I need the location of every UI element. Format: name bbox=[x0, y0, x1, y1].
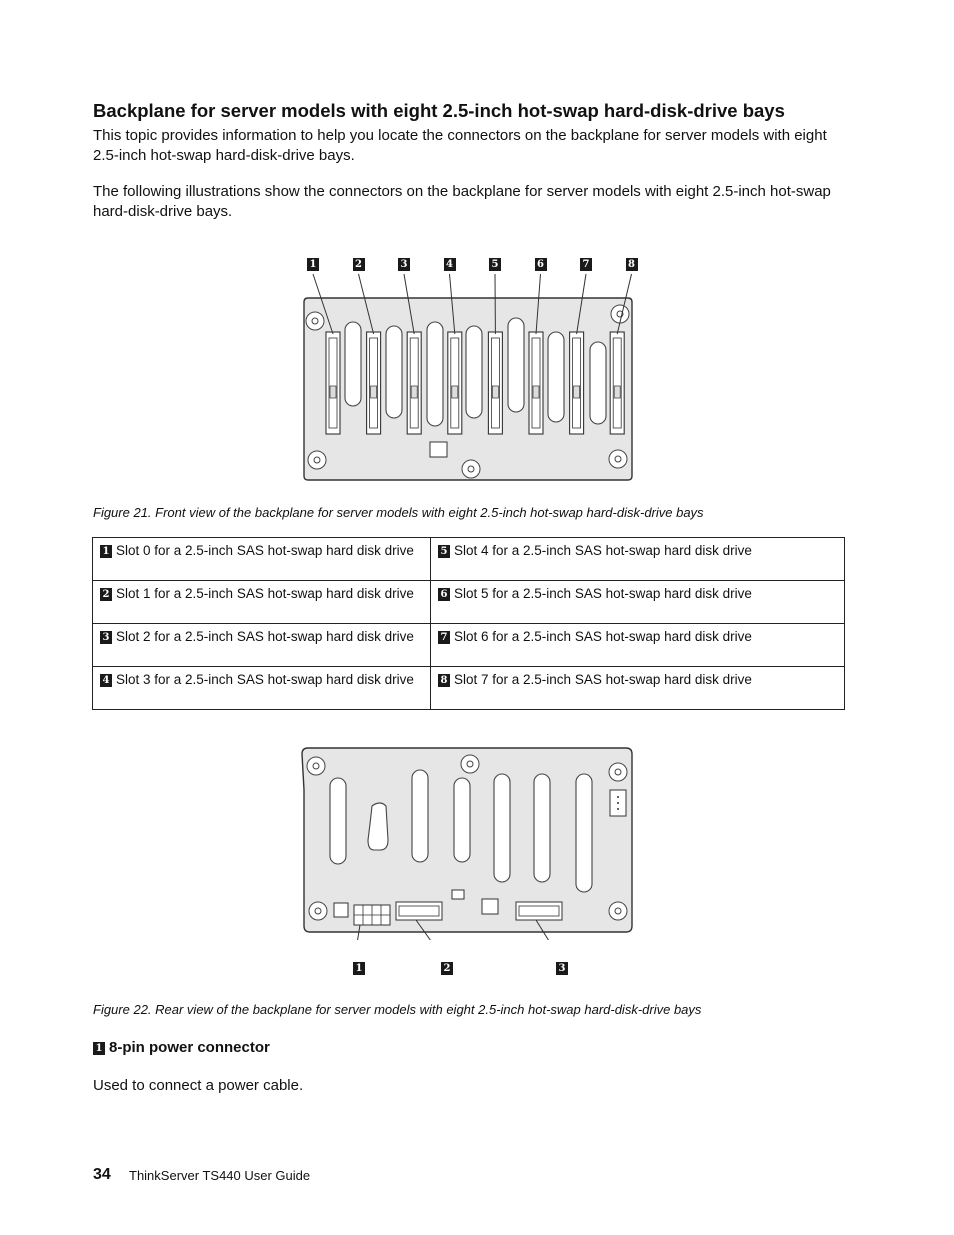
callout-badge: 5 bbox=[438, 545, 450, 558]
intro-paragraph: This topic provides information to help you locate the connectors on the backplane for server models with eight 2.5-inch hot-swap hard-disk-drive bays. bbox=[93, 127, 827, 164]
power-connector bbox=[354, 905, 390, 925]
intro-paragraph-2: The following illustrations show the connectors on the backplane for server models with eight 2.5-inch hot-swap hard-disk-drive bays. bbox=[93, 183, 831, 220]
cell-text: Slot 6 for a 2.5-inch SAS hot-swap hard disk drive bbox=[454, 629, 752, 644]
cell-text: Slot 7 for a 2.5-inch SAS hot-swap hard disk drive bbox=[454, 672, 752, 687]
front-callout-7: 7 bbox=[580, 258, 592, 271]
callout-badge: 1 bbox=[93, 1042, 105, 1055]
rear-callout-1: 1 bbox=[353, 962, 365, 975]
sas-connector-1 bbox=[396, 902, 442, 920]
table-row bbox=[93, 581, 845, 624]
table-row bbox=[93, 624, 845, 667]
drive-slot-connector bbox=[610, 332, 624, 434]
drive-slot-connector bbox=[570, 332, 584, 434]
drive-slot-connector bbox=[488, 332, 502, 434]
front-callout-6: 6 bbox=[535, 258, 547, 271]
table-cell bbox=[93, 538, 431, 581]
front-backplane-figure bbox=[290, 250, 650, 490]
table-cell bbox=[93, 581, 431, 624]
callout-badge: 2 bbox=[100, 588, 112, 601]
front-callout-5: 5 bbox=[489, 258, 501, 271]
section-title: 8-pin power connector bbox=[109, 1039, 270, 1056]
rear-callout-3: 3 bbox=[556, 962, 568, 975]
figure-22-caption: Figure 22. Rear view of the backplane for server models with eight 2.5-inch hot-swap hard-disk-drive bays bbox=[93, 1002, 702, 1017]
table-cell bbox=[431, 581, 845, 624]
cell-text: Slot 2 for a 2.5-inch SAS hot-swap hard disk drive bbox=[116, 629, 414, 644]
callout-badge: 7 bbox=[438, 631, 450, 644]
callout-badge: 8 bbox=[438, 674, 450, 687]
table-cell bbox=[431, 667, 845, 710]
drive-slot-connector bbox=[529, 332, 543, 434]
callout-badge: 6 bbox=[438, 588, 450, 601]
drive-slot-connector bbox=[448, 332, 462, 434]
section-text: Used to connect a power cable. bbox=[93, 1077, 304, 1094]
callout-badge: 1 bbox=[100, 545, 112, 558]
page-number: 34 bbox=[93, 1166, 111, 1183]
cell-text: Slot 3 for a 2.5-inch SAS hot-swap hard disk drive bbox=[116, 672, 414, 687]
rear-callout-2: 2 bbox=[441, 962, 453, 975]
table-cell bbox=[93, 667, 431, 710]
drive-slot-connector bbox=[326, 332, 340, 434]
front-callout-4: 4 bbox=[444, 258, 456, 271]
drive-slot-connector bbox=[367, 332, 381, 434]
cell-text: Slot 5 for a 2.5-inch SAS hot-swap hard disk drive bbox=[454, 586, 752, 601]
front-callout-8: 8 bbox=[626, 258, 638, 271]
front-callout-3: 3 bbox=[398, 258, 410, 271]
footer-title: ThinkServer TS440 User Guide bbox=[129, 1168, 311, 1183]
drive-slot-connector bbox=[407, 332, 421, 434]
figure-21-caption: Figure 21. Front view of the backplane for server models with eight 2.5-inch hot-swap hard-disk-drive bays bbox=[93, 505, 704, 520]
callout-badge: 4 bbox=[100, 674, 112, 687]
cell-text: Slot 1 for a 2.5-inch SAS hot-swap hard disk drive bbox=[116, 586, 414, 601]
rear-backplane-figure bbox=[290, 740, 650, 940]
front-callout-1: 1 bbox=[307, 258, 319, 271]
front-callout-2: 2 bbox=[353, 258, 365, 271]
table-cell bbox=[93, 624, 431, 667]
section-heading bbox=[93, 1039, 270, 1056]
table-cell bbox=[431, 538, 845, 581]
sas-connector-2 bbox=[516, 902, 562, 920]
callout-badge: 3 bbox=[100, 631, 112, 644]
cell-text: Slot 0 for a 2.5-inch SAS hot-swap hard disk drive bbox=[116, 543, 414, 558]
table-row bbox=[93, 667, 845, 710]
slot-table bbox=[92, 537, 845, 710]
table-row bbox=[93, 538, 845, 581]
table-cell bbox=[431, 624, 845, 667]
cell-text: Slot 4 for a 2.5-inch SAS hot-swap hard disk drive bbox=[454, 543, 752, 558]
page-heading: Backplane for server models with eight 2.5-inch hot-swap hard-disk-drive bays bbox=[93, 100, 785, 121]
